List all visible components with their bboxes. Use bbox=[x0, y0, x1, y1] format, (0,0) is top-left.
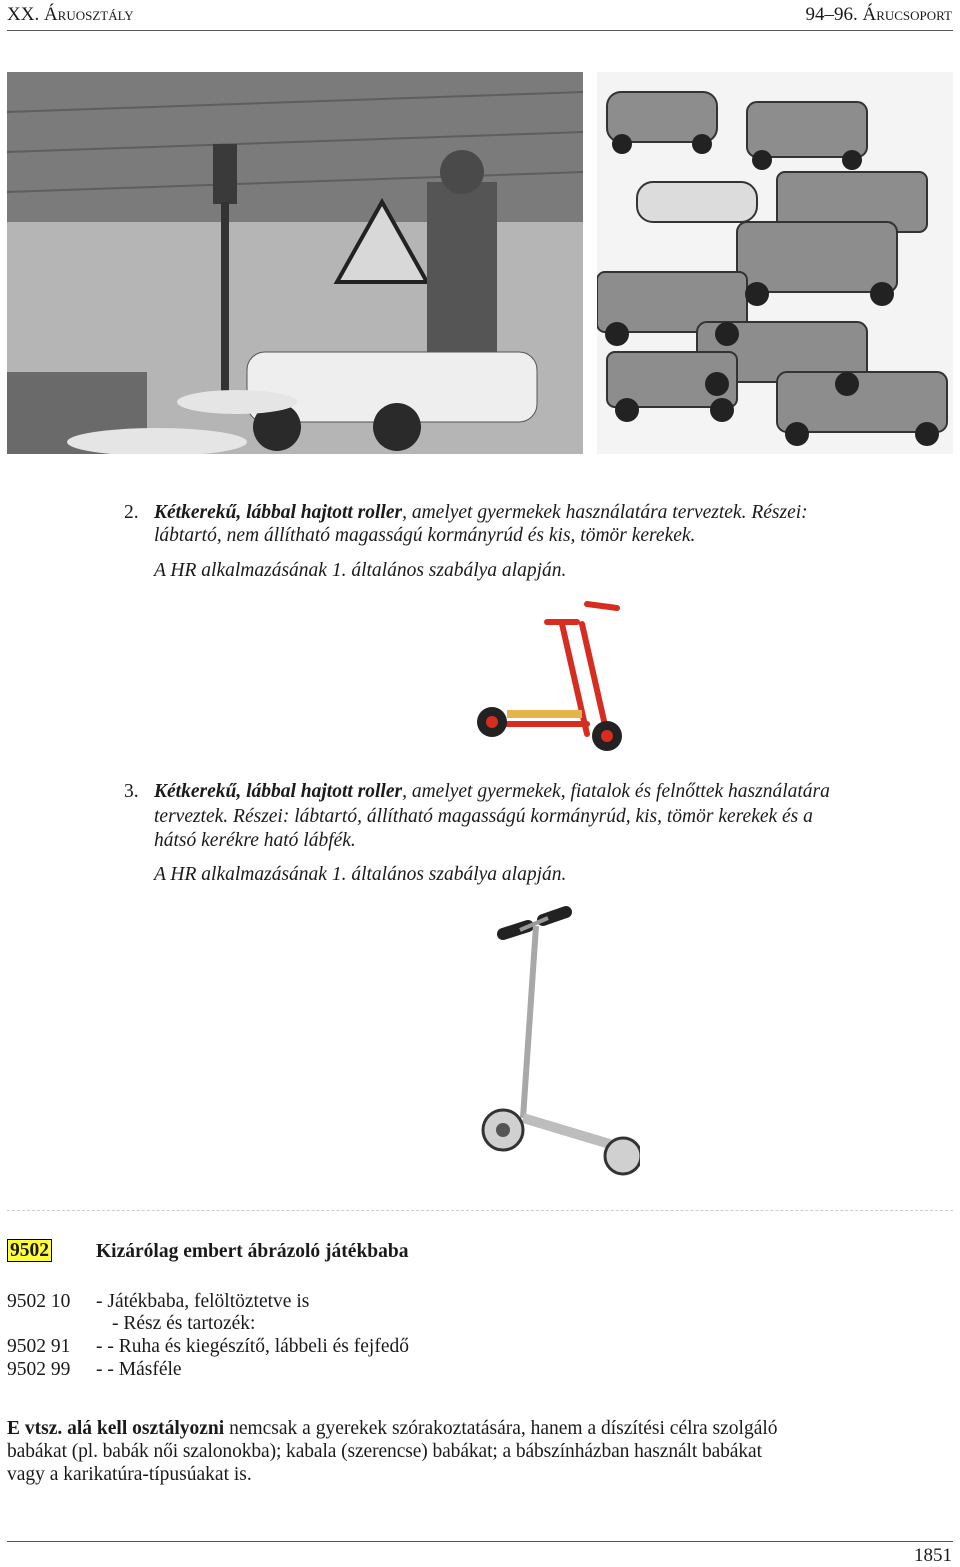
code-row-4-desc: - - Másféle bbox=[96, 1359, 182, 1380]
heading-title: Kizárólag embert ábrázoló játékbaba bbox=[96, 1241, 409, 1262]
header-rule bbox=[7, 30, 953, 31]
code-row-3-code: 9502 91 bbox=[7, 1336, 71, 1357]
item-2-hr-rule: A HR alkalmazásának 1. általános szabálya alapján. bbox=[154, 560, 567, 581]
note-line2: babákat (pl. babák női szalonokba); kabala (szerencse) babákat; a bábszínházban használt babákat bbox=[7, 1441, 762, 1462]
item-3-text-line3: hátsó kerékre ható lábfék. bbox=[154, 830, 356, 851]
note-rest: nemcsak a gyerekek szórakoztatására, hanem a díszítési célra szolgáló bbox=[224, 1418, 778, 1439]
note-line1 bbox=[7, 1417, 778, 1440]
item-2-rest: , amelyet gyermekek használatára terveztek. Részei: bbox=[402, 502, 808, 523]
code-row-1-code: 9502 10 bbox=[7, 1291, 71, 1312]
code-row-3-desc: - - Ruha és kiegészítő, lábbeli és fejfedő bbox=[96, 1336, 409, 1357]
item-2-title: Kétkerekű, lábbal hajtott roller bbox=[154, 502, 403, 523]
go-kart-track-photo bbox=[7, 72, 583, 454]
item-3-text-line2: terveztek. Részei: lábtartó, állítható magasságú kormányrúd, kis, tömör kerekek és a bbox=[154, 806, 813, 827]
page-number: 1851 bbox=[914, 1545, 952, 1566]
footer-rule bbox=[7, 1541, 953, 1542]
note-bold: E vtsz. alá kell osztályozni bbox=[7, 1418, 225, 1439]
item-3-number: 3. bbox=[124, 781, 139, 802]
kick-scooter-aluminium-image bbox=[448, 898, 640, 1184]
code-row-4-code: 9502 99 bbox=[7, 1359, 71, 1380]
heading-code-highlight: 9502 bbox=[7, 1239, 52, 1262]
header-chapter: XX. Áruosztály bbox=[7, 4, 134, 25]
item-3-hr-rule: A HR alkalmazásának 1. általános szabálya alapján. bbox=[154, 864, 567, 885]
note-line3: vagy a karikatúra-típusúakat is. bbox=[7, 1464, 252, 1485]
item-2-text-line1 bbox=[154, 501, 954, 524]
pedal-cars-photo bbox=[597, 72, 953, 454]
section-separator bbox=[7, 1210, 953, 1211]
heading-code bbox=[7, 1240, 52, 1262]
item-3-rest: , amelyet gyermekek, fiatalok és felnőttek használatára bbox=[402, 781, 830, 802]
item-2-number: 2. bbox=[124, 502, 139, 523]
code-row-2-desc: - Rész és tartozék: bbox=[112, 1313, 256, 1334]
item-3-text-line1 bbox=[154, 780, 954, 803]
item-2-text-line2: lábtartó, nem állítható magasságú kormányrúd és kis, tömör kerekek. bbox=[154, 525, 696, 546]
item-3-title: Kétkerekű, lábbal hajtott roller bbox=[154, 781, 403, 802]
header-group: 94–96. Árucsoport bbox=[805, 4, 952, 25]
code-row-1-desc: - Játékbaba, felöltöztetve is bbox=[96, 1291, 310, 1312]
kick-scooter-red-image bbox=[467, 594, 637, 762]
